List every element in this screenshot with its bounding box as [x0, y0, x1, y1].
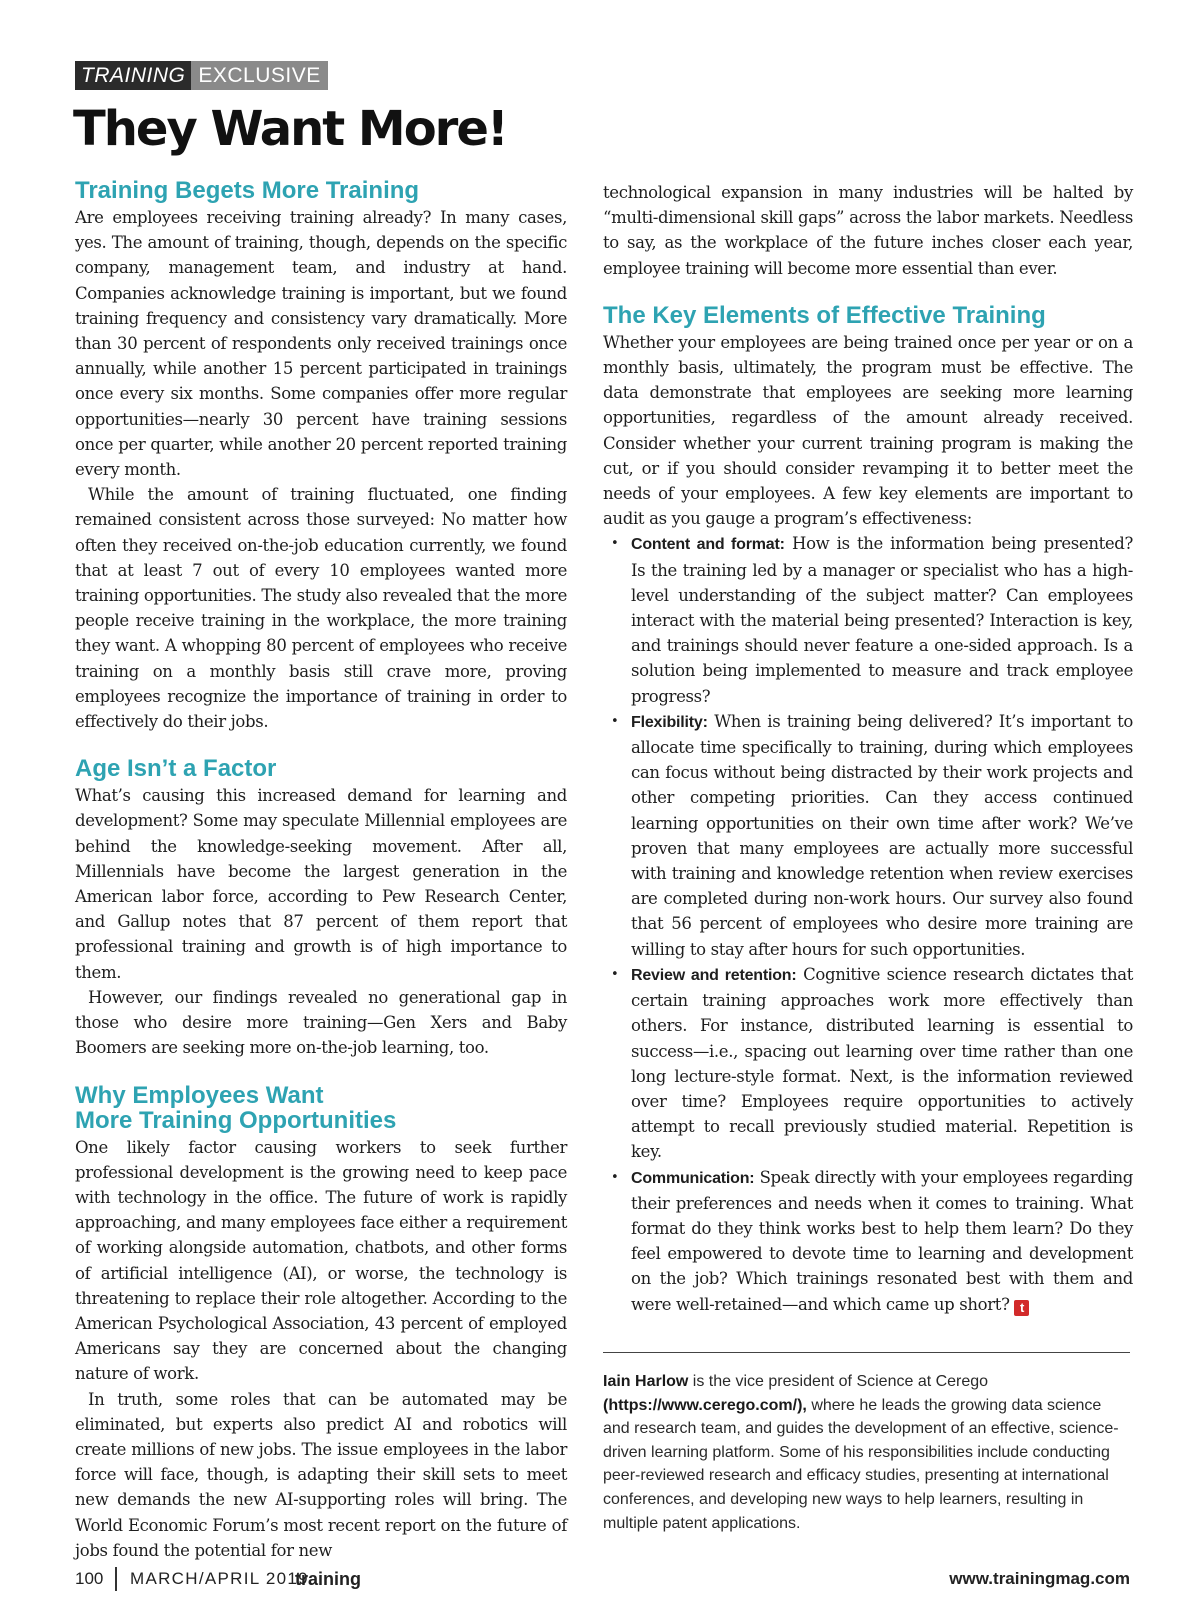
key-elements-list [603, 531, 1133, 1316]
list-item [631, 531, 1133, 708]
bullet-term: Review and retention: [631, 966, 797, 984]
list-item [631, 962, 1133, 1165]
subhead-line: Why Employees Want [75, 1081, 324, 1109]
page-number: 100 [75, 1569, 104, 1588]
paragraph: What’s causing this increased demand for learning and development? Some may speculate Millennial employees are behind the knowledge-seeking movement. After all, Millennials have become the largest generation in the American labor force, according to Pew Research Center, and Gallup notes that 87 percent of them report that professional training and growth is of high importance to them. [75, 786, 567, 982]
bio-text: is the vice president of Science at Cerego [688, 1373, 989, 1390]
kicker-exclusive: EXCLUSIVE [191, 61, 327, 90]
subhead-age-factor: Age Isn’t a Factor [75, 755, 277, 783]
paragraph: One likely factor causing workers to seek further professional development is the growing need to keep pace with technology in the office. The future of work is rapidly approaching, and many employees face either a requirement of working alongside automation, chatbots, and other forms of artificial intelligence (AI), or worse, the technology is threatening to replace their role altogether. According to the American Psychological Association, 43 percent of employed Americans say they are concerned about the changing nature of work. [75, 1137, 567, 1384]
footer-divider [115, 1567, 117, 1591]
bullet-text: When is training being delivered? It’s important to allocate time specifically to training, during which employees can focus without being distracted by their work projects and other competing priorities. Can they access continued learning opportunities on their own time after work? We’ve proven that many employees are actually more successful with training and knowledge retention when review exercises are completed during non-work hours. Our survey also found that 56 percent of employees who desire more training are willing to stay after hours for such opportunities. [631, 711, 1133, 959]
paragraph: technological expansion in many industries will be halted by “multi-dimensional skill gaps” across the labor markets. Needless to say, as the workplace of the future inches closer each year, employee training will become more essential than ever. [603, 183, 1133, 278]
bullet-term: Communication: [631, 1169, 755, 1187]
bio-text: where he leads the growing data science and research team, and guides the development of an effective, science-driven learning platform. Some of his responsibilities include conducting peer-reviewed research and efficacy studies, presenting at international conferences, and developing new ways to help learners, resulting in multiple patent applications. [603, 1396, 1119, 1532]
bullet-text: How is the information being presented? Is the training led by a manager or specialist who has a high-level understanding of the subject matter? Can employees interact with the material being presented? Interaction is key, and trainings should never feature a one-sided approach. Is a solution being implemented to measure and track employee progress? [631, 534, 1134, 706]
bio-url: (https://www.cerego.com/), [603, 1396, 807, 1414]
bullet-text: Cognitive science research dictates that certain training approaches work more effectively than others. For instance, distributed learning is essential to success—i.e., spacing out learning over time rather than one long lecture-style format. Next, is the information reviewed over time? Employees require opportunities to actively attempt to recall previously studied material. Repetition is key. [631, 964, 1133, 1162]
subhead-why-employees [75, 1083, 567, 1133]
subhead-line: More Training Opportunities [75, 1106, 397, 1134]
right-column [603, 180, 1133, 1317]
bio-divider [603, 1352, 1130, 1353]
bullet-term: Content and format: [631, 536, 785, 554]
author-name: Iain Harlow [603, 1373, 689, 1390]
magazine-name: training [295, 1569, 361, 1589]
magazine-url: www.trainingmag.com [949, 1569, 1130, 1588]
paragraph: Are employees receiving training already? In many cases, yes. The amount of training, though, depends on the specific company, management team, and industry at hand. Companies acknowledge training is important, but we found training frequency and consistency vary dramatically. More than 30 percent of respondents only received trainings once annually, while another 15 percent participated in trainings once every six months. Some companies offer more regular opportunities—nearly 30 percent have training sessions once per quarter, while another 20 percent reported training every month. [75, 208, 567, 480]
paragraph: While the amount of training fluctuated, one finding remained consistent across those surveyed: No matter how often they received on-the-job education currently, we found that at least 7 out of every 10 employees wanted more training opportunities. The study also revealed that the more people receive training in the workplace, the more training they want. A whopping 80 percent of employees who receive training on a monthly basis still crave more, proving employees recognize the importance of training in order to effectively do their jobs. [75, 485, 567, 732]
bullet-term: Flexibility: [631, 713, 708, 731]
bullet-text: Speak directly with your employees regarding their preferences and needs when it comes to training. What format do they think works best to help them learn? Do they feel empowered to devote time to learning and development on the job? Which trainings resonated best with them and were well-retained—and which came up short? [631, 1167, 1133, 1314]
list-item [631, 709, 1133, 962]
author-bio [603, 1370, 1130, 1535]
issue-date: MARCH/APRIL 2019 [130, 1569, 309, 1588]
paragraph: In truth, some roles that can be automated may be eliminated, but experts also predict AI and robotics will create millions of new jobs. The issue employees in the labor force will face, though, is adapting their skill sets to meet new demands the new AI-supporting roles will bring. The World Economic Forum’s most recent report on the future of jobs found the potential for new [75, 1389, 567, 1560]
section-kicker [75, 61, 328, 90]
paragraph: However, our findings revealed no generational gap in those who desire more training—Gen Xers and Baby Boomers are seeking more on-the-job learning, too. [75, 987, 567, 1058]
list-item [631, 1165, 1133, 1317]
subhead-training-begets: Training Begets More Training [75, 177, 420, 204]
end-of-article-icon: t [1014, 1300, 1029, 1316]
paragraph: Whether your employees are being trained once per year or on a monthly basis, ultimately, the program must be effective. The data demonstrate that employees are seeking more learning opportunities, regardless of the amount already received. Consider whether your current training program is making the cut, or if you should consider revamping it to better meet the needs of your employees. A few key elements are important to audit as you gauge a program’s effectiveness: [603, 332, 1133, 529]
left-column [75, 178, 567, 1563]
kicker-training: TRAINING [75, 61, 191, 90]
article-headline: They Want More! [73, 101, 507, 157]
page-footer [75, 1567, 1130, 1591]
subhead-key-elements: The Key Elements of Effective Training [603, 301, 1046, 329]
